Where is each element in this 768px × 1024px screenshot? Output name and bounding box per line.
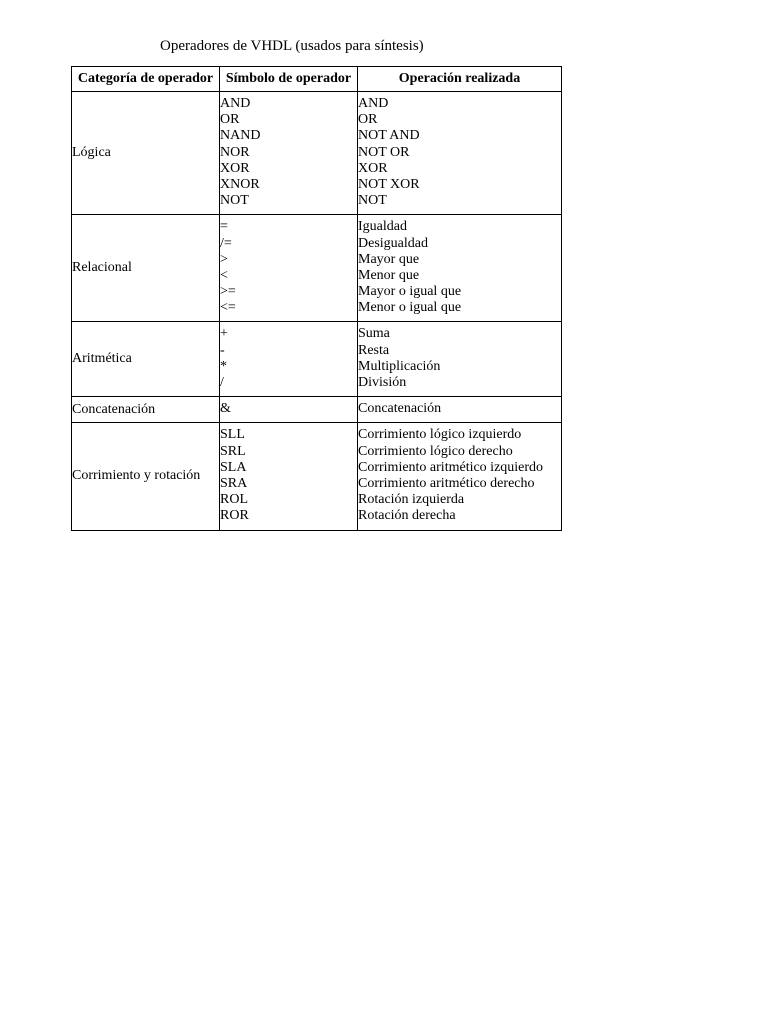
symbol-item: &: [220, 401, 231, 417]
category-cell: Relacional: [72, 215, 220, 322]
symbol-item: +: [220, 326, 228, 342]
operation-item: Menor que: [358, 267, 420, 283]
symbol-item: XOR: [220, 160, 250, 176]
symbol-item: SLL: [220, 427, 245, 443]
symbol-cell: [220, 397, 358, 423]
operation-item: Rotación izquierda: [358, 492, 465, 508]
operation-item: Desigualdad: [358, 235, 428, 251]
table-row: [72, 92, 562, 215]
header-symbol: Símbolo de operador: [220, 67, 358, 92]
category-cell: Concatenación: [72, 397, 220, 423]
operation-item: Corrimiento aritmético izquierdo: [358, 459, 544, 475]
symbol-item: NOR: [220, 144, 250, 160]
operation-cell: [358, 423, 562, 530]
operation-cell: [358, 92, 562, 215]
symbol-item: OR: [220, 112, 240, 128]
symbol-item: *: [220, 358, 227, 374]
operation-item: Resta: [358, 342, 390, 358]
symbol-item: >: [220, 251, 228, 267]
operation-item: NOT AND: [358, 128, 420, 144]
operation-item: OR: [358, 112, 378, 128]
symbol-item: NAND: [220, 128, 261, 144]
operation-item: AND: [358, 96, 389, 111]
operation-item: Multiplicación: [358, 358, 441, 374]
symbol-item: ROL: [220, 492, 248, 508]
category-cell: Aritmética: [72, 322, 220, 397]
table-row: [72, 322, 562, 397]
symbol-item: <: [220, 267, 228, 283]
operation-item: División: [358, 375, 407, 390]
symbol-item: ROR: [220, 508, 249, 524]
operation-item: XOR: [358, 160, 388, 176]
operation-item: Menor o igual que: [358, 300, 462, 316]
operation-item: Corrimiento aritmético derecho: [358, 475, 535, 491]
table-header-row: [72, 67, 562, 92]
operation-item: Concatenación: [358, 401, 442, 417]
table-row: [72, 423, 562, 530]
header-category: Categoría de operador: [72, 67, 220, 92]
operation-item: Rotación derecha: [358, 508, 456, 524]
operation-item: NOT: [358, 193, 387, 209]
symbol-cell: [220, 92, 358, 215]
symbol-item: AND: [220, 96, 251, 111]
symbol-item: XNOR: [220, 176, 260, 192]
symbol-item: SLA: [220, 459, 247, 475]
symbol-item: /: [220, 375, 224, 390]
symbol-item: <=: [220, 300, 236, 316]
operation-item: Igualdad: [358, 219, 407, 235]
symbol-item: /=: [220, 235, 232, 251]
operation-item: NOT XOR: [358, 176, 420, 192]
header-operation: Operación realizada: [358, 67, 562, 92]
operation-cell: [358, 397, 562, 423]
symbol-item: SRL: [220, 443, 246, 459]
symbol-cell: [220, 322, 358, 397]
symbol-item: =: [220, 219, 228, 235]
operation-item: Suma: [358, 326, 390, 342]
operators-table: [71, 66, 562, 531]
symbol-cell: [220, 423, 358, 530]
operation-item: Corrimiento lógico izquierdo: [358, 427, 522, 443]
table-row: [72, 397, 562, 423]
symbol-item: -: [220, 342, 225, 358]
symbol-item: SRA: [220, 475, 248, 491]
document-title: Operadores de VHDL (usados para síntesis): [160, 38, 424, 54]
symbol-item: NOT: [220, 193, 249, 209]
operation-item: Corrimiento lógico derecho: [358, 443, 513, 459]
table-body: [72, 92, 562, 531]
table-row: [72, 215, 562, 322]
operation-item: NOT OR: [358, 144, 410, 160]
symbol-cell: [220, 215, 358, 322]
operation-cell: [358, 322, 562, 397]
symbol-item: >=: [220, 284, 236, 300]
operation-cell: [358, 215, 562, 322]
category-cell: Lógica: [72, 92, 220, 215]
operation-item: Mayor o igual que: [358, 284, 462, 300]
category-cell: Corrimiento y rotación: [72, 423, 220, 530]
operation-item: Mayor que: [358, 251, 420, 267]
